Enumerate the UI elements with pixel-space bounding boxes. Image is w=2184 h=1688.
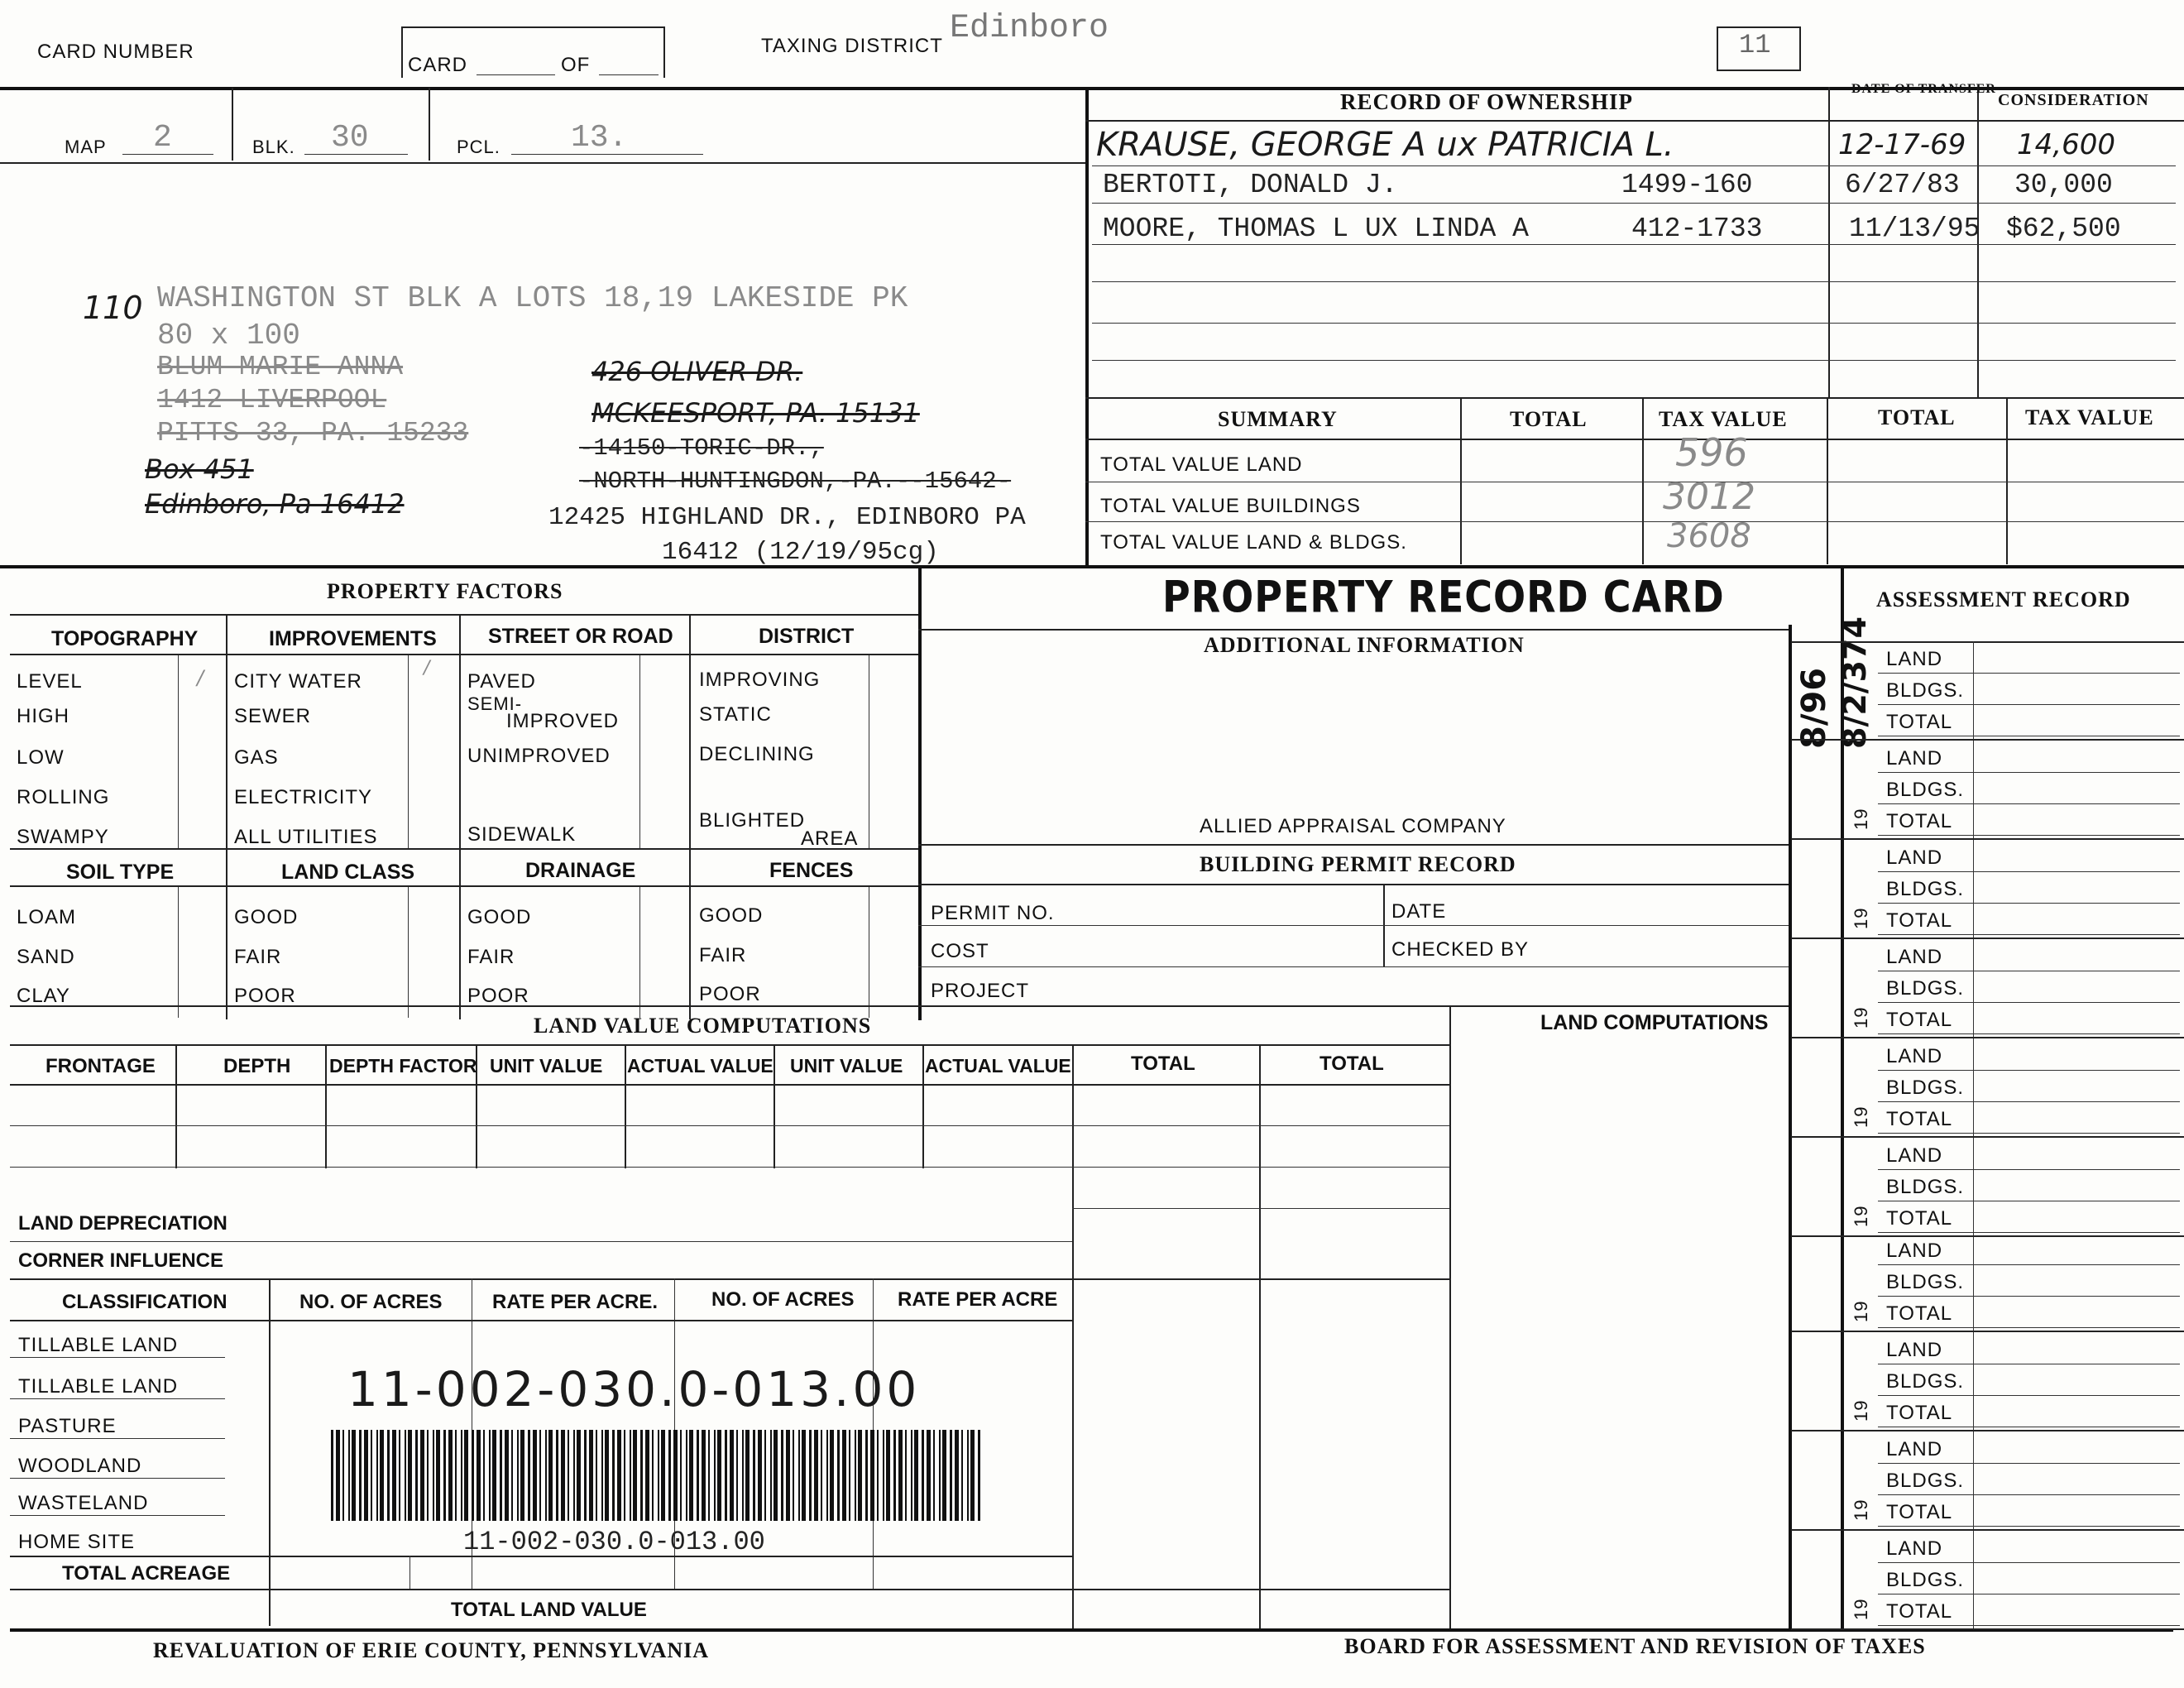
district-area: AREA: [801, 827, 859, 850]
owner-2-name: BERTOTI, DONALD J.: [1103, 170, 1398, 200]
land-class-fair: FAIR: [234, 946, 282, 968]
old-address-3: Box 451: [145, 453, 254, 485]
col-depth-factor: DEPTH FACTOR: [329, 1055, 477, 1077]
assessment-land-label: LAND: [1886, 1537, 1943, 1560]
assessment-total-label: TOTAL: [1886, 1302, 1953, 1325]
old-address-8: -NORTH-HUNTINGDON,-PA.--15642-: [579, 468, 1012, 495]
ownership-title: RECORD OF OWNERSHIP: [1340, 89, 1634, 114]
card-number-label: CARD NUMBER: [37, 41, 194, 63]
street-unimproved: UNIMPROVED: [467, 745, 611, 767]
summary-buildings-tax-value: 3012: [1663, 476, 1755, 518]
assessment-bldgs-label: BLDGS.: [1886, 1176, 1965, 1198]
summary-total-label-2: TOTAL: [1878, 405, 1956, 429]
summary-tax-value-label: TAX VALUE: [1659, 407, 1788, 431]
owner-2-book: 1499-160: [1621, 170, 1753, 200]
fences-good: GOOD: [699, 904, 764, 927]
permit-no-label: PERMIT NO.: [931, 902, 1055, 924]
level-checkmark: /: [197, 666, 204, 689]
district-blighted: BLIGHTED: [699, 809, 806, 832]
summary-land-bldgs-label: TOTAL VALUE LAND & BLDGS.: [1100, 531, 1407, 554]
blk-label: BLK.: [252, 137, 295, 157]
assessment-year-prefix: 19: [1851, 1205, 1871, 1227]
assessment-total-label: TOTAL: [1886, 1108, 1953, 1130]
assessment-land-label: LAND: [1886, 1144, 1943, 1167]
assessment-bldgs-label: BLDGS.: [1886, 779, 1965, 801]
assessment-land-label: LAND: [1886, 946, 1943, 968]
street-header: STREET OR ROAD: [488, 625, 673, 648]
assessment-total-label: TOTAL: [1886, 1402, 1953, 1424]
class-tillable-2: TILLABLE LAND: [18, 1375, 179, 1398]
appraiser-name: ALLIED APPRAISAL COMPANY: [1200, 815, 1506, 837]
current-address-line2: 16412 (12/19/95cg): [662, 538, 939, 567]
summary-title: SUMMARY: [1218, 407, 1338, 431]
drainage-fair: FAIR: [467, 946, 515, 968]
topo-low: LOW: [17, 746, 65, 769]
col-frontage: FRONTAGE: [46, 1055, 156, 1077]
parcel-number-handwritten: 11-002-030.0-013.00: [347, 1361, 921, 1417]
street-improved: IMPROVED: [506, 710, 620, 732]
district-improving: IMPROVING: [699, 669, 821, 691]
land-class-poor: POOR: [234, 985, 296, 1007]
assessment-total-label: TOTAL: [1886, 909, 1953, 932]
assessment-bldgs-label: BLDGS.: [1886, 977, 1965, 1000]
assessment-total-label: TOTAL: [1886, 1207, 1953, 1230]
permit-cost-label: COST: [931, 940, 989, 962]
map-label: MAP: [65, 137, 107, 157]
summary-tax-value-label-2: TAX VALUE: [2025, 405, 2154, 429]
assessment-land-label: LAND: [1886, 1438, 1943, 1460]
improvements-header: IMPROVEMENTS: [269, 627, 437, 650]
assessment-year-prefix: 19: [1851, 907, 1871, 929]
owner-3-name: MOORE, THOMAS L UX LINDA A: [1103, 213, 1529, 244]
assessment-total-label: TOTAL: [1886, 711, 1953, 733]
class-woodland: WOODLAND: [18, 1455, 142, 1477]
pcl-label: PCL.: [457, 137, 500, 157]
fences-header: FENCES: [769, 859, 854, 882]
summary-land-bldgs-tax-value: 3608: [1667, 517, 1751, 555]
impr-sewer: SEWER: [234, 705, 312, 727]
date-stamp-1: 8/96: [1795, 667, 1833, 749]
soil-loam: LOAM: [17, 906, 77, 928]
assessment-year-prefix: 19: [1851, 808, 1871, 830]
assessment-land-label: LAND: [1886, 846, 1943, 869]
assessment-year-prefix: 19: [1851, 1006, 1871, 1029]
permit-date-label: DATE: [1391, 900, 1447, 923]
col-total-1: TOTAL: [1131, 1053, 1195, 1075]
land-depreciation-label: LAND DEPRECIATION: [18, 1212, 228, 1235]
assessment-year-prefix: 19: [1851, 1598, 1871, 1620]
topo-high: HIGH: [17, 705, 69, 727]
date-stamp-2: 8/2/374: [1837, 616, 1873, 749]
rate-per-acre-label-2: RATE PER ACRE: [898, 1288, 1058, 1311]
assessment-bldgs-label: BLDGS.: [1886, 1370, 1965, 1393]
impr-gas: GAS: [234, 746, 279, 769]
soil-sand: SAND: [17, 946, 75, 968]
additional-info-label: ADDITIONAL INFORMATION: [1204, 633, 1525, 657]
col-unit-value-2: UNIT VALUE: [790, 1055, 903, 1077]
drainage-good: GOOD: [467, 906, 532, 928]
owner-3-book: 412-1733: [1631, 213, 1763, 244]
topo-rolling: ROLLING: [17, 786, 110, 808]
district-header: DISTRICT: [759, 625, 855, 648]
assessment-bldgs-label: BLDGS.: [1886, 679, 1965, 702]
assessment-bldgs-label: BLDGS.: [1886, 1569, 1965, 1591]
building-permit-title: BUILDING PERMIT RECORD: [1200, 852, 1516, 876]
assessment-land-label: LAND: [1886, 648, 1943, 670]
old-address-1: 1412 LIVERPOOL: [157, 385, 387, 415]
no-acres-label-1: NO. OF ACRES: [299, 1291, 443, 1313]
class-pasture: PASTURE: [18, 1415, 117, 1437]
rate-per-acre-label-1: RATE PER ACRE.: [492, 1291, 659, 1313]
current-address-line1: 12425 HIGHLAND DR., EDINBORO PA: [548, 503, 1026, 532]
property-legal-line1: WASHINGTON ST BLK A LOTS 18,19 LAKESIDE PK: [157, 281, 908, 315]
map-value: 2: [153, 120, 172, 156]
land-value-title: LAND VALUE COMPUTATIONS: [534, 1014, 872, 1038]
impr-electricity: ELECTRICITY: [234, 786, 373, 808]
owner-2-amount: 30,000: [2014, 170, 2113, 200]
land-class-good: GOOD: [234, 906, 299, 928]
old-address-2: PITTS 33, PA. 15233: [157, 418, 469, 448]
taxing-district-value: Edinboro: [950, 10, 1109, 47]
city-water-checkmark: /: [424, 658, 430, 679]
card-label: CARD: [408, 54, 468, 76]
assessment-total-label: TOTAL: [1886, 1600, 1953, 1623]
owner-1-name: KRAUSE, GEORGE A ux PATRICIA L.: [1096, 126, 1674, 164]
district-box-value: 11: [1739, 30, 1771, 60]
address-prefix: 110: [83, 290, 143, 326]
col-depth: DEPTH: [223, 1055, 291, 1077]
assessment-total-label: TOTAL: [1886, 1501, 1953, 1523]
old-address-6: MCKEESPORT, PA. 15131: [592, 397, 920, 429]
total-acreage-label: TOTAL ACREAGE: [62, 1562, 231, 1585]
no-acres-label-2: NO. OF ACRES: [711, 1288, 855, 1311]
summary-land-label: TOTAL VALUE LAND: [1100, 453, 1303, 476]
assessment-bldgs-label: BLDGS.: [1886, 1271, 1965, 1293]
col-unit-value-1: UNIT VALUE: [490, 1055, 603, 1077]
assessment-land-label: LAND: [1886, 747, 1943, 770]
consideration-label: CONSIDERATION: [1998, 91, 2149, 109]
assessment-bldgs-label: BLDGS.: [1886, 878, 1965, 900]
assessment-land-label: LAND: [1886, 1240, 1943, 1262]
district-declining: DECLINING: [699, 743, 815, 765]
assessment-year-prefix: 19: [1851, 1300, 1871, 1322]
drainage-header: DRAINAGE: [525, 859, 636, 882]
assessment-land-label: LAND: [1886, 1045, 1943, 1067]
property-factors-title: PROPERTY FACTORS: [327, 579, 563, 603]
owner-2-date: 6/27/83: [1845, 170, 1960, 200]
assessment-total-label: TOTAL: [1886, 1009, 1953, 1031]
col-actual-value-1: ACTUAL VALUE: [627, 1055, 774, 1077]
land-class-header: LAND CLASS: [281, 861, 415, 884]
assessment-bldgs-label: BLDGS.: [1886, 1470, 1965, 1492]
col-actual-value-2: ACTUAL VALUE: [925, 1055, 1071, 1077]
of-label: OF: [561, 54, 591, 76]
street-semi: SEMI-: [467, 693, 523, 714]
class-tillable-1: TILLABLE LAND: [18, 1334, 179, 1356]
classification-label: CLASSIFICATION: [62, 1291, 228, 1313]
assessment-land-label: LAND: [1886, 1339, 1943, 1361]
assessment-year-prefix: 19: [1851, 1399, 1871, 1422]
parcel-barcode: [331, 1430, 983, 1521]
topo-swampy: SWAMPY: [17, 826, 109, 848]
date-of-transfer-label: DATE OF TRANSFER: [1851, 82, 1996, 96]
old-address-7: -14150-TORIC-DR.,: [579, 434, 824, 462]
old-owner-1: BLUM MARIE ANNA: [157, 352, 404, 382]
total-land-value-label: TOTAL LAND VALUE: [451, 1599, 647, 1621]
old-address-5: 426 OLIVER DR.: [592, 356, 803, 387]
assessment-year-prefix: 19: [1851, 1105, 1871, 1128]
soil-clay: CLAY: [17, 985, 70, 1007]
pcl-value: 13.: [571, 120, 628, 156]
fences-poor: POOR: [699, 983, 761, 1005]
corner-influence-label: CORNER INFLUENCE: [18, 1249, 224, 1272]
drainage-poor: POOR: [467, 985, 529, 1007]
owner-3-date: 11/13/95: [1849, 213, 1980, 244]
assessment-year-prefix: 19: [1851, 1499, 1871, 1521]
class-home-site: HOME SITE: [18, 1531, 136, 1553]
land-computations-label: LAND COMPUTATIONS: [1540, 1011, 1769, 1034]
footer-right: BOARD FOR ASSESSMENT AND REVISION OF TAXES: [1344, 1634, 1926, 1658]
summary-land-tax-value: 596: [1675, 430, 1748, 475]
topography-header: TOPOGRAPHY: [51, 627, 199, 650]
district-static: STATIC: [699, 703, 772, 726]
fences-fair: FAIR: [699, 944, 747, 966]
taxing-district-label: TAXING DISTRICT: [761, 35, 943, 57]
assessment-title: ASSESSMENT RECORD: [1876, 587, 2131, 611]
impr-all-utilities: ALL UTILITIES: [234, 826, 378, 848]
parcel-number-printed: 11-002-030.0-013.00: [463, 1527, 765, 1557]
soil-type-header: SOIL TYPE: [66, 861, 175, 884]
footer-left: REVALUATION OF ERIE COUNTY, PENNSYLVANIA: [153, 1638, 710, 1662]
owner-3-amount: $62,500: [2006, 213, 2121, 244]
property-legal-line2: 80 x 100: [157, 319, 300, 352]
street-paved: PAVED: [467, 670, 536, 693]
owner-1-amount: 14,600: [2017, 128, 2115, 161]
class-wasteland: WASTELAND: [18, 1492, 149, 1514]
summary-total-label: TOTAL: [1510, 407, 1588, 431]
old-address-4: Edinboro, Pa 16412: [145, 488, 405, 520]
assessment-total-label: TOTAL: [1886, 810, 1953, 832]
topo-level: LEVEL: [17, 670, 83, 693]
summary-buildings-label: TOTAL VALUE BUILDINGS: [1100, 495, 1361, 517]
owner-1-date: 12-17-69: [1838, 128, 1966, 161]
col-total-2: TOTAL: [1320, 1053, 1384, 1075]
assessment-bldgs-label: BLDGS.: [1886, 1077, 1965, 1099]
permit-checked-by-label: CHECKED BY: [1391, 938, 1530, 961]
blk-value: 30: [331, 120, 369, 156]
street-sidewalk: SIDEWALK: [467, 823, 577, 846]
record-card-title: PROPERTY RECORD CARD: [1162, 571, 1725, 623]
permit-project-label: PROJECT: [931, 980, 1030, 1002]
impr-city-water: CITY WATER: [234, 670, 362, 693]
